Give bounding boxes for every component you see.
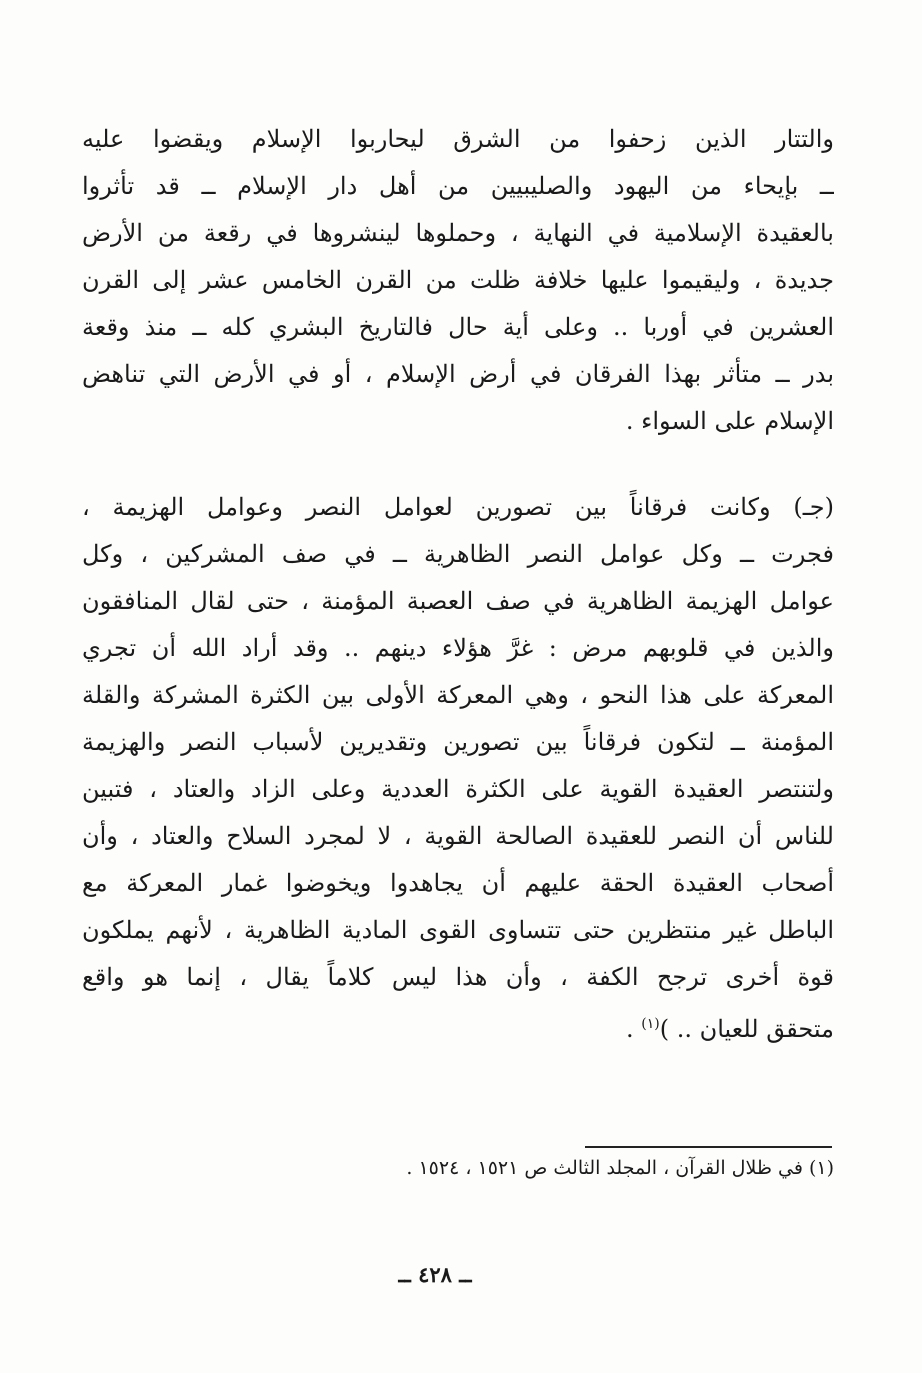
paragraph-line: أصحاب العقيدة الحقة عليهم أن يجاهدوا ويخوضوا غمار المعركة مع bbox=[82, 869, 834, 897]
paragraph-line: ولتنتصر العقيدة القوية على الكثرة العددية وعلى الزاد والعتاد ، فتبين bbox=[82, 775, 834, 803]
paragraph-line: فجرت ــ وكل عوامل النصر الظاهرية ــ في صف المشركين ، وكل bbox=[82, 540, 834, 568]
paragraph-line: الباطل غير منتظرين حتى تتساوى القوى المادية الظاهرية ، لأنهم يملكون bbox=[82, 916, 834, 944]
paragraph-line: للناس أن النصر للعقيدة الصالحة القوية ، لا لمجرد السلاح والعتاد ، وأن bbox=[82, 822, 834, 850]
paragraph-line: والذين في قلوبهم مرض : غرَّ هؤلاء دينهم .. وقد أراد الله أن تجري bbox=[82, 634, 834, 662]
page-number: ــ ٤٢٨ ــ bbox=[398, 1262, 472, 1287]
footnote: (١) في ظلال القرآن ، المجلد الثالث ص ١٥٢١ ، ١٥٢٤ . bbox=[406, 1157, 834, 1179]
paragraph-line: جديدة ، وليقيموا عليها خلافة ظلت من القرن الخامس عشر إلى القرن bbox=[82, 266, 834, 294]
paragraph-line: الإسلام على السواء . bbox=[625, 407, 834, 435]
paragraph-line: (جـ) وكانت فرقاناً بين تصورين لعوامل النصر وعوامل الهزيمة ، bbox=[82, 493, 834, 521]
paragraph-line: بالعقيدة الإسلامية في النهاية ، وحملوها لينشروها في رقعة من الأرض bbox=[82, 219, 834, 247]
paragraph-1 bbox=[82, 116, 834, 445]
paragraph-line: المؤمنة ــ لتكون فرقاناً بين تصورين وتقديرين لأسباب النصر والهزيمة bbox=[82, 728, 834, 756]
last-line-end: . bbox=[625, 1015, 642, 1043]
last-line-text: متحقق للعيان .. ) bbox=[659, 1015, 834, 1043]
paragraph-line: قوة أخرى ترجح الكفة ، وأن هذا ليس كلاماً يقال ، إنما هو واقع bbox=[82, 963, 834, 991]
footnote-separator-rule bbox=[585, 1146, 832, 1148]
paragraph-2 bbox=[82, 484, 834, 1053]
paragraph-line: والتتار الذين زحفوا من الشرق ليحاربوا الإسلام ويقضوا عليه bbox=[82, 125, 834, 153]
paragraph-last-line bbox=[82, 1001, 834, 1053]
paragraph-line: عوامل الهزيمة الظاهرية في صف العصبة المؤمنة ، حتى لقال المنافقون bbox=[82, 587, 834, 615]
paragraph-line: العشرين في أوربا .. وعلى أية حال فالتاريخ البشري كله ــ منذ وقعة bbox=[82, 313, 834, 341]
paragraph-line: المعركة على هذا النحو ، وهي المعركة الأولى بين الكثرة المشركة والقلة bbox=[82, 681, 834, 709]
footnote-reference-marker[interactable]: (١) bbox=[641, 1016, 660, 1032]
paragraph-line: ــ بإيحاء من اليهود والصليبيين من أهل دار الإسلام ــ قد تأثروا bbox=[82, 172, 834, 200]
paragraph-line: بدر ــ متأثر بهذا الفرقان في أرض الإسلام ، أو في الأرض التي تناهض bbox=[82, 360, 834, 388]
